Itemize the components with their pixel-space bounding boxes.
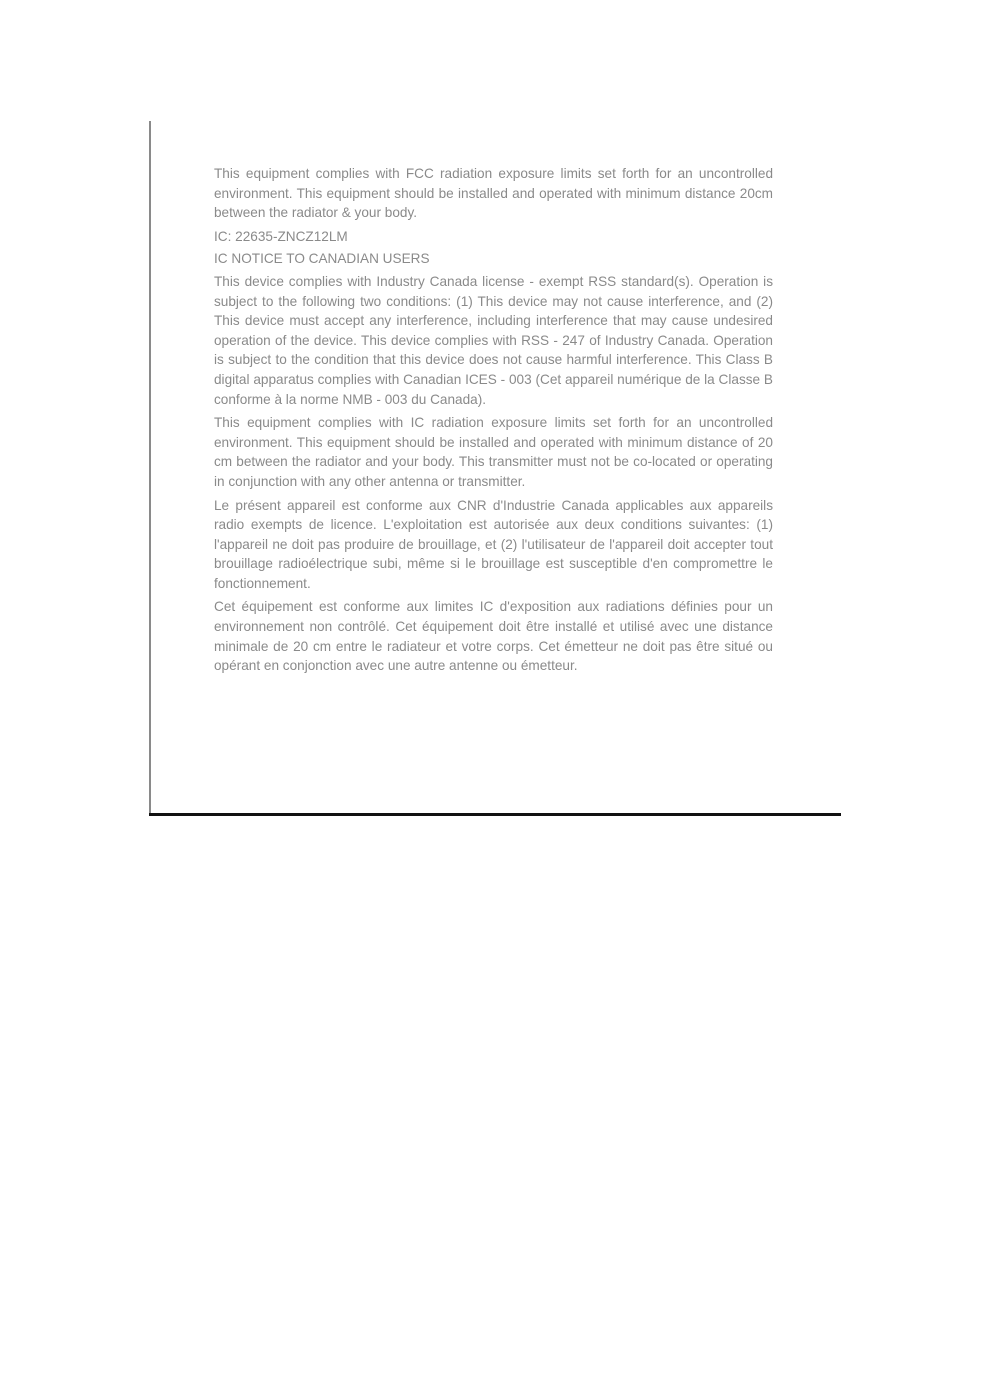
ic-exposure-paragraph: This equipment complies with IC radiation exposure limits set forth for an uncontrolled environment. This equipment should be installed and operated with minimum distance of 20 cm between the radiator and your body. This transmitter must not be co-located or operating in conjunction with any other antenna or transmitter.	[214, 415, 773, 489]
ic-license-exempt-paragraph: This device complies with Industry Canada license - exempt RSS standard(s). Operation is subject to the following two conditions: (1) This device may not cause interference, and (2) This device must accept any interference, including interference that may cause undesired operation of the device. This device complies with RSS - 247 of Industry Canada. Operation is subject to the condition that this device does not cause harmful interference. This Class B digital apparatus complies with Canadian ICES - 003 (Cet appareil numérique de la Classe B conforme à la norme NMB - 003 du Canada).	[214, 273, 773, 407]
ic-certification-id: IC: 22635-ZNCZ12LM	[214, 228, 348, 244]
compliance-notice-block	[214, 164, 773, 680]
fcc-exposure-paragraph: This equipment complies with FCC radiation exposure limits set forth for an uncontrolled environment. This equipment should be installed and operated with minimum distance 20cm between the radiator & your body.	[214, 166, 773, 221]
cnr-french-paragraph: Le présent appareil est conforme aux CNR d'Industrie Canada applicables aux appareils radio exempts de licence. L'exploitation est autorisée aux deux conditions suivantes: (1) l'appareil ne doit pas produire de brouillage, et (2) l'utilisateur de l'appareil doit accepter tout brouillage radioélectrique subi, même si le brouillage est susceptible d'en compromettre le fonctionnement.	[214, 497, 773, 591]
bottom-border-rule	[149, 813, 841, 816]
ic-notice-heading: IC NOTICE TO CANADIAN USERS	[214, 251, 430, 267]
left-border-rule	[149, 121, 151, 815]
ic-exposure-french-paragraph: Cet équipement est conforme aux limites IC d'exposition aux radiations définies pour un environnement non contrôlé. Cet équipement doit être installé et utilisé avec une distance minimale de 20 cm entre le radiateur et votre corps. Cet émetteur ne doit pas être situé ou opérant en conjonction avec une autre antenne ou émetteur.	[214, 599, 773, 674]
